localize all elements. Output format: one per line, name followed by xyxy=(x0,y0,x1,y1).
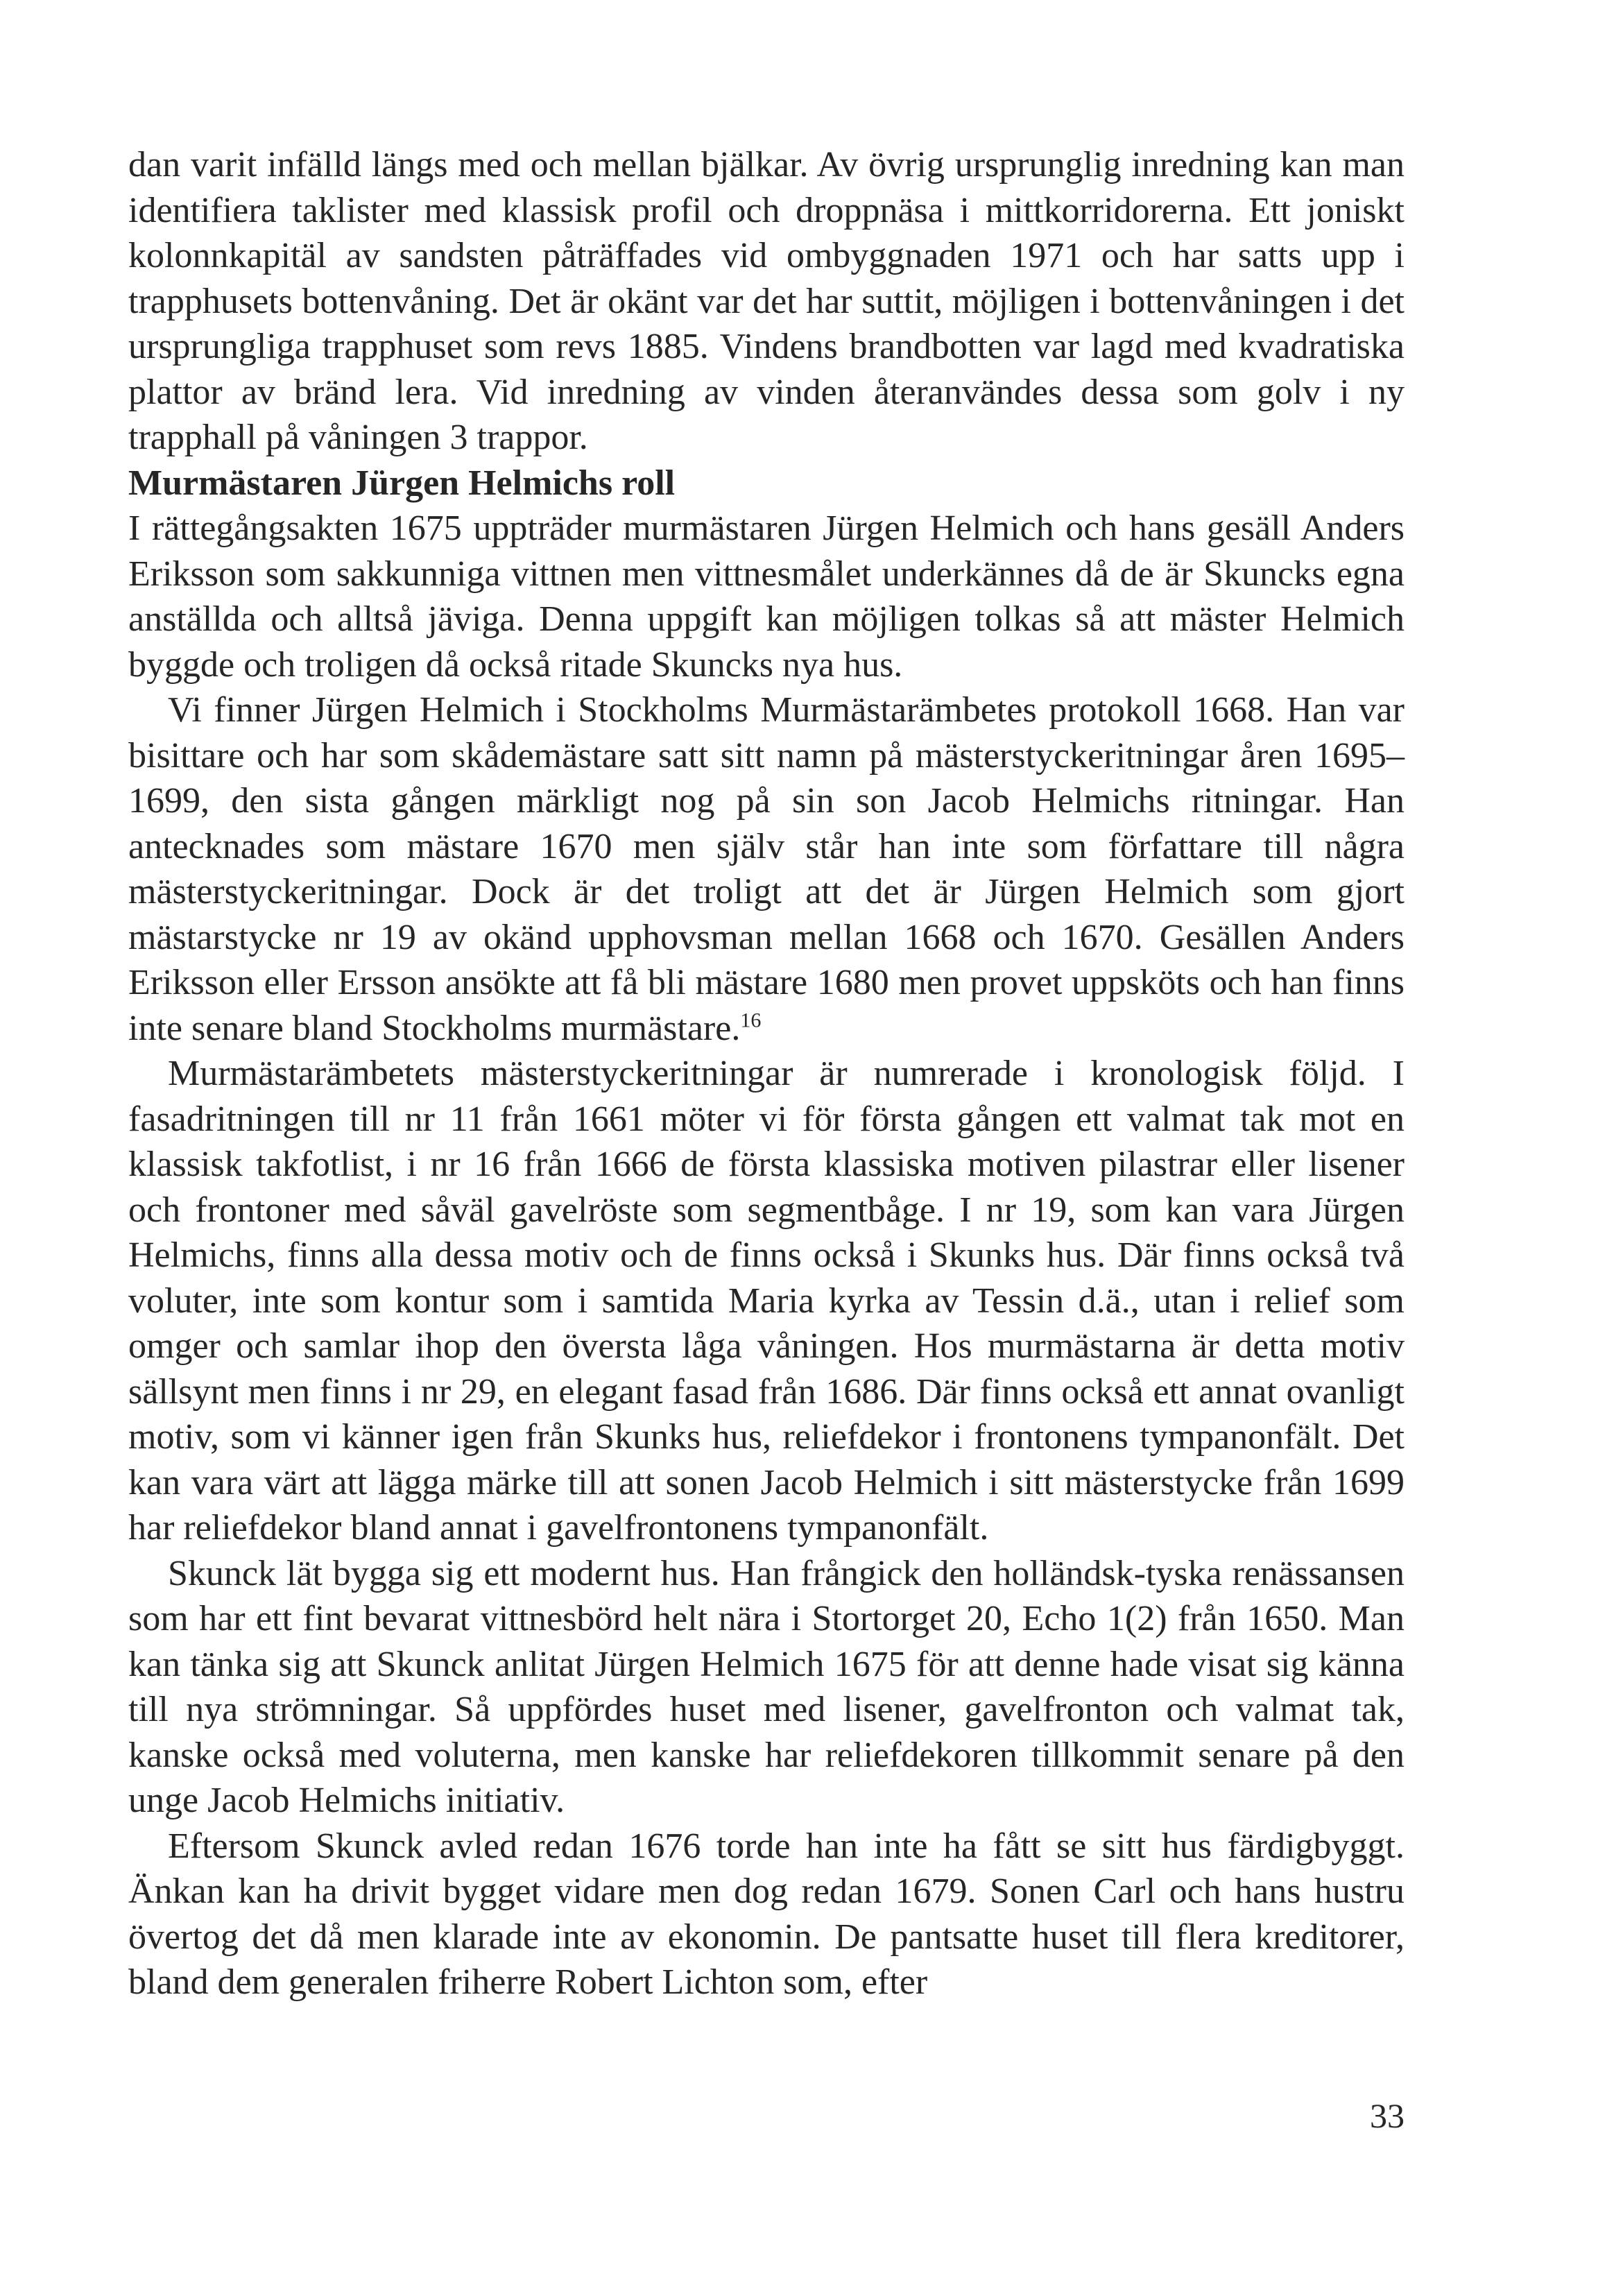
paragraph-1: I rättegångsakten 1675 uppträder murmästaren Jürgen Helmich och hans gesäll Anders Eriksson som sakkunniga vittnen men vittnesmålet underkännes då de är Skuncks egna anställda och alltså jäviga. Denna uppgift kan möjligen tolkas så att mäster Helmich byggde och troligen då också ritade Skuncks nya hus. xyxy=(128,508,1405,685)
paragraph-3: Murmästarämbetets mästerstyckeritningar är numrerade i kronologisk följd. I fasadritningen till nr 11 från 1661 möter vi för första gången ett valmat tak mot en klassisk takfotlist, i nr 16 från 1666 de första klassiska motiven pilastrar eller lisener och frontoner med såväl gavelröste som segmentbåge. I nr 19, som kan vara Jürgen Helmichs, finns alla dessa motiv och de finns också i Skunks hus. Där finns också två voluter, inte som kontur som i samtida Maria kyrka av Tessin d.ä., utan i relief som omger och samlar ihop den översta låga våningen. Hos murmästarna är detta motiv sällsynt men finns i nr 29, en elegant fasad från 1686. Där finns också ett annat ovanligt motiv, som vi känner igen från Skunks hus, reliefdekor i frontonens tympanonfält. Det kan vara värt att lägga märke till att sonen Jacob Helmich i sitt mästerstycke från 1699 har reliefdekor bland annat i gavelfrontonens tympanonfält. xyxy=(128,1054,1405,1548)
paragraph-5: Eftersom Skunck avled redan 1676 torde han inte ha fått se sitt hus färdigbyggt. Änkan kan ha drivit bygget vidare men dog redan 1679. Sonen Carl och hans hustru övertog det då men klarade inte av ekonomin. De pantsatte huset till flera kreditorer, bland dem generalen friherre Robert Lichton som, efter xyxy=(128,1826,1405,2002)
paragraph-intro: dan varit infälld längs med och mellan bjälkar. Av övrig ursprunglig inredning kan man identifiera taklister med klassisk profil och droppnäsa i mittkorridorerna. Ett joniskt kolonnkapitäl av sandsten påträffades vid ombyggnaden 1971 och har satts upp i trapphusets bottenvåning. Det är okänt var det har suttit, möjligen i bottenvåningen i det ursprungliga trapphuset som revs 1885. Vindens brandbotten var lagd med kvadratiska plattor av bränd lera. Vid inredning av vinden återanvändes dessa som golv i ny trapphall på våningen 3 trappor. xyxy=(128,145,1405,457)
paragraph-2 xyxy=(128,687,1405,1051)
section-heading: Murmästaren Jürgen Helmichs roll xyxy=(128,463,676,503)
page-number: 33 xyxy=(1370,2096,1405,2135)
body-text xyxy=(128,142,1405,2005)
footnote-reference: 16 xyxy=(740,1009,762,1032)
paragraph-4: Skunck lät bygga sig ett modernt hus. Han frångick den holländsk-tyska renässansen som har ett fint bevarat vittnesbörd helt nära i Stortorget 20, Echo 1(2) från 1650. Man kan tänka sig att Skunck anlitat Jürgen Helmich 1675 för att denne hade visat sig känna till nya strömningar. Så uppfördes huset med lisener, gavelfronton och valmat tak, kanske också med voluterna, men kanske har reliefdekoren tillkommit senare på den unge Jacob Helmichs initiativ. xyxy=(128,1553,1405,1820)
paragraph-2-text: Vi finner Jürgen Helmich i Stockholms Murmästarämbetes protokoll 1668. Han var bisittare och har som skådemästare satt sitt namn på mästerstyckeritningar åren 1695–1699, den sista gången märkligt nog på sin son Jacob Helmichs ritningar. Han antecknades som mästare 1670 men själv står han inte som författare till några mästerstyckeritningar. Dock är det troligt att det är Jürgen Helmich som gjort mästarstycke nr 19 av okänd upphovsman mellan 1668 och 1670. Gesällen Anders Eriksson eller Ersson ansökte att få bli mästare 1680 men provet uppsköts och han finns inte senare bland Stockholms murmästare. xyxy=(128,690,1405,1048)
